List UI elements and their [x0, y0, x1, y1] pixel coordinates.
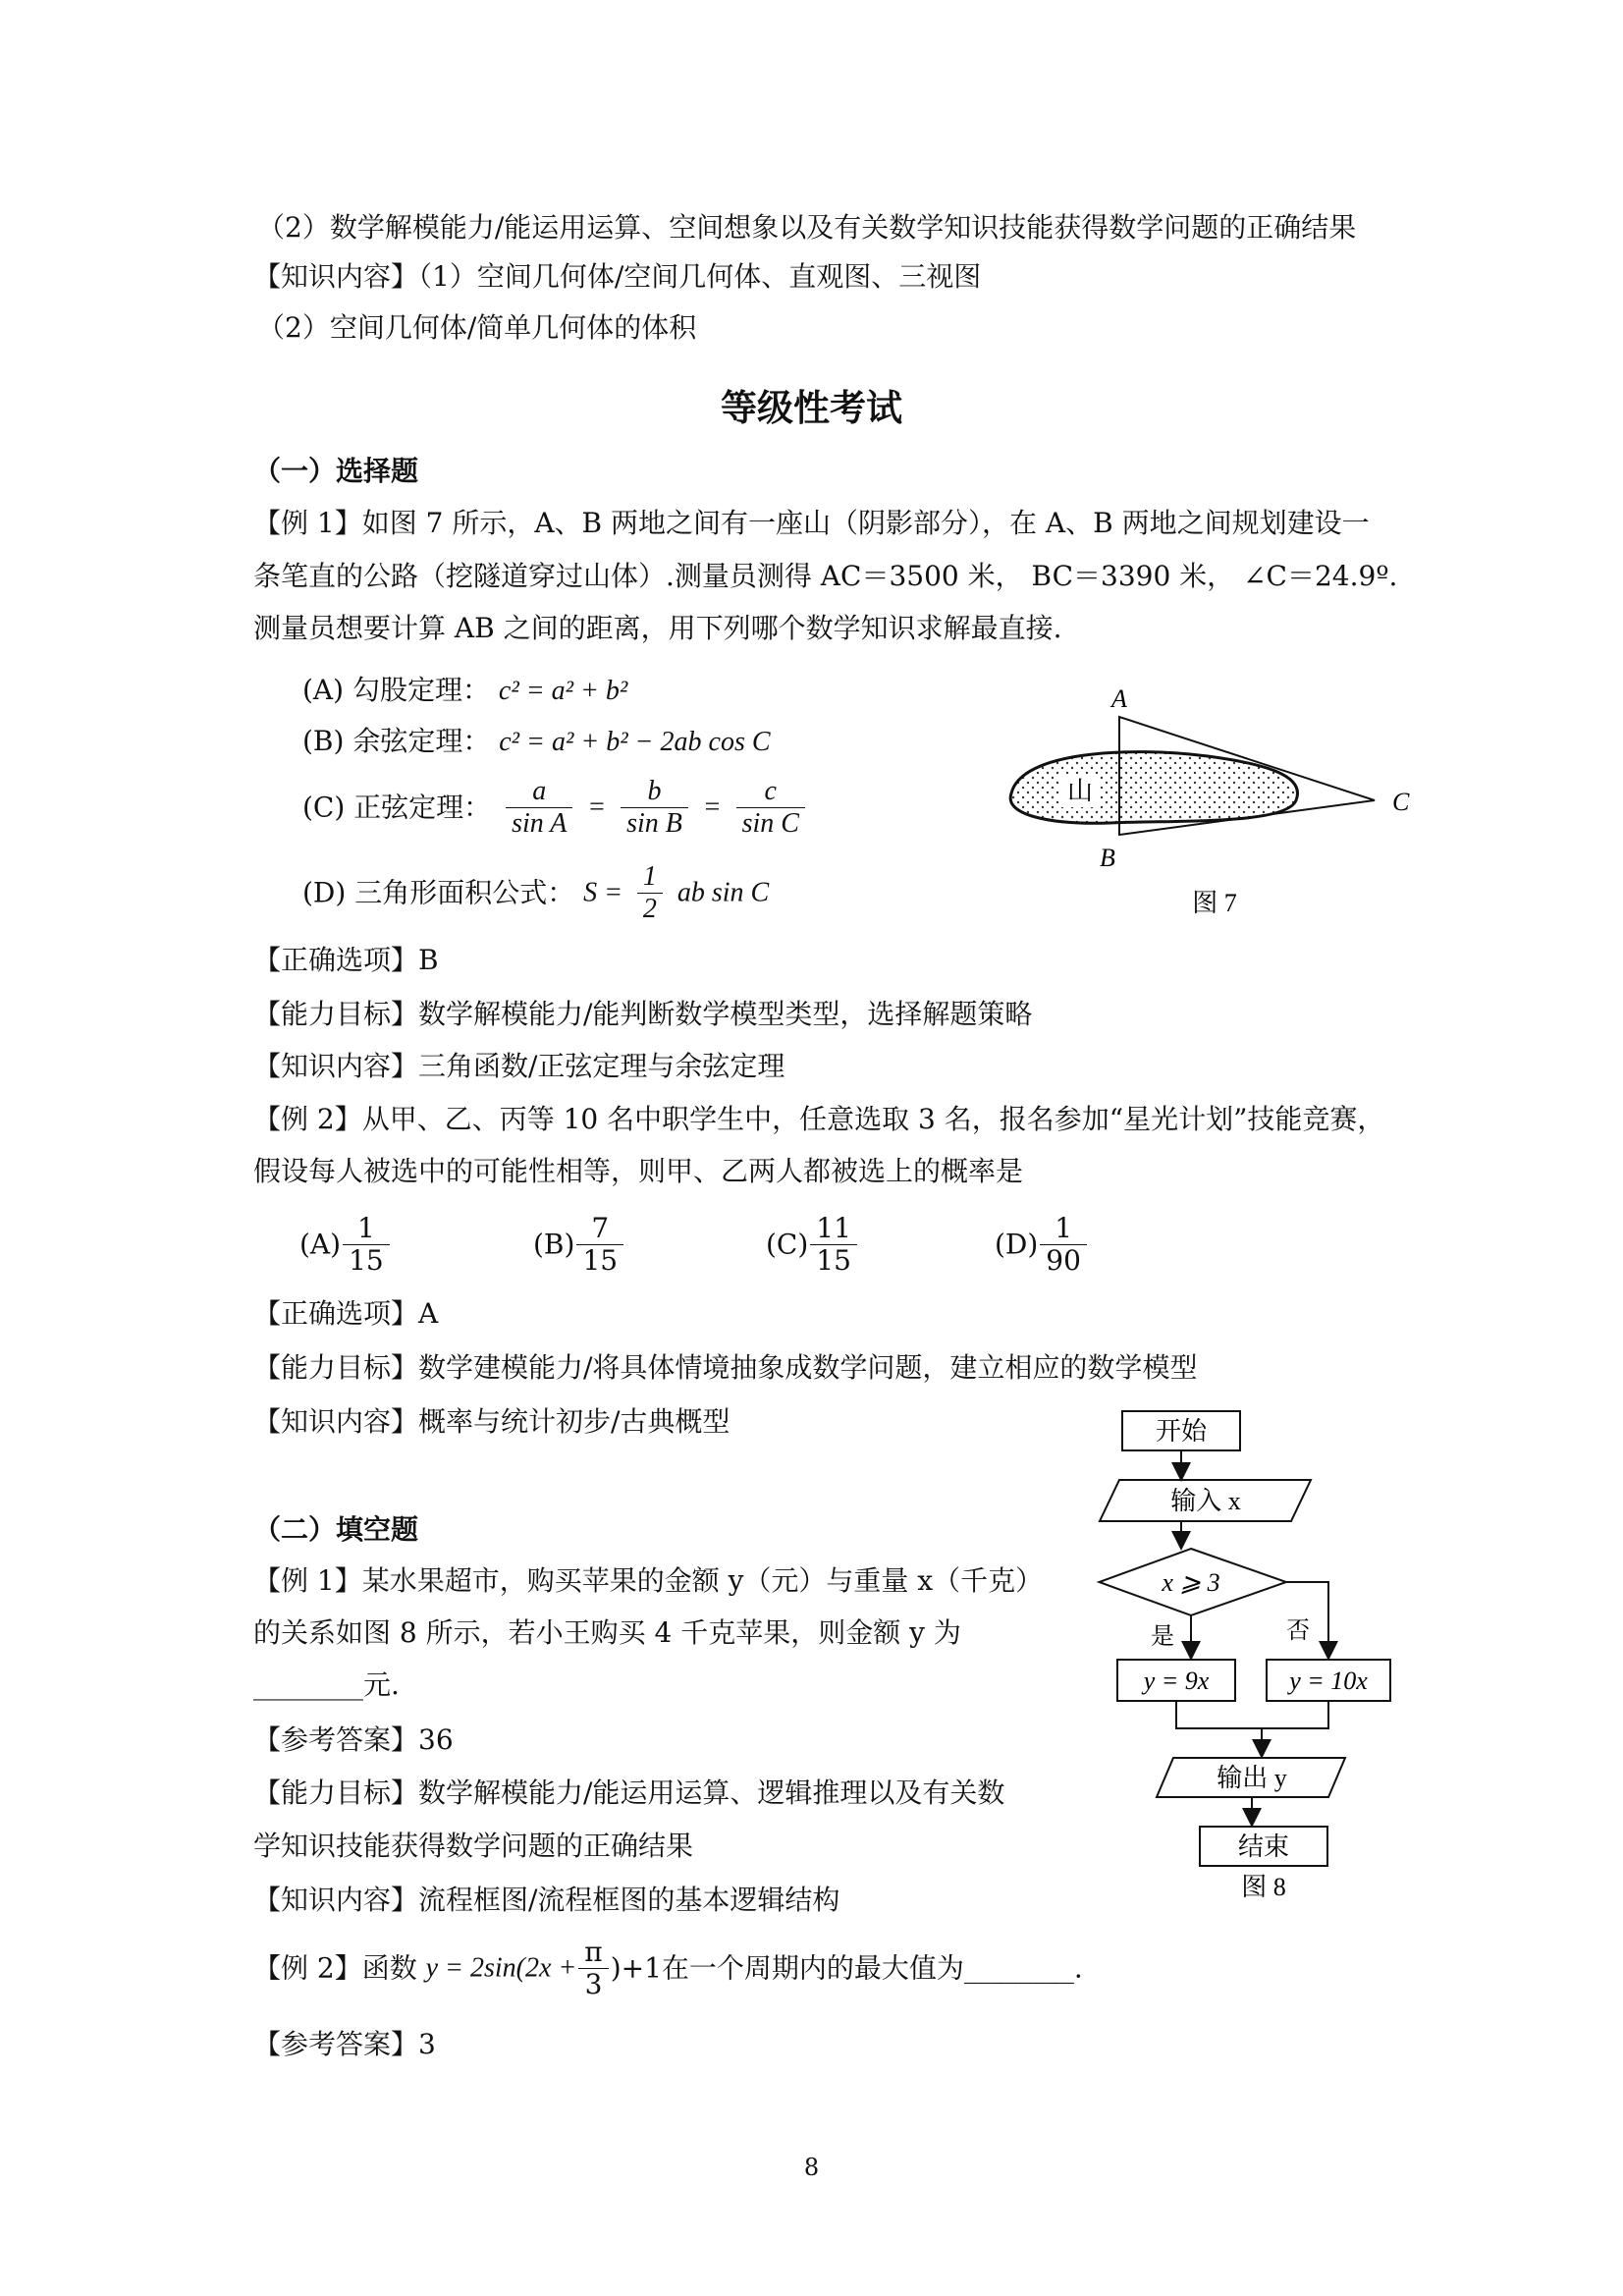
option-b-label: (B) 余弦定理： — [302, 725, 491, 757]
fraction-numerator: 1 — [343, 1213, 390, 1245]
ex2-option-c — [766, 1213, 863, 1277]
ex2-option-c-label: (C) — [766, 1228, 809, 1261]
ex2-option-a-fraction — [343, 1213, 390, 1277]
option-b-formula: c² = a² + b² − 2ab cos C — [499, 727, 771, 757]
option-c — [302, 776, 811, 840]
part1-heading: （一）选择题 — [253, 455, 419, 487]
fill-ex2-prefix: 【例 2】函数 — [253, 1951, 417, 1985]
option-a-formula: c² = a² + b² — [498, 676, 628, 706]
output-label: 输出 y — [1217, 1764, 1287, 1792]
ex2-option-a — [299, 1213, 396, 1277]
no-branch-label: y = 10x — [1289, 1667, 1368, 1695]
option-b — [302, 722, 771, 762]
fraction-numerator: b — [621, 776, 688, 808]
ex1-answer: 【正确选项】B — [253, 944, 439, 976]
yes-branch-label: y = 9x — [1143, 1667, 1210, 1695]
ex2-answer: 【正确选项】A — [253, 1297, 439, 1330]
fill-ex1-line-2: 的关系如图 8 所示，若小王购买 4 千克苹果，则金额 y 为 — [253, 1616, 961, 1649]
option-c-fraction-3 — [736, 776, 805, 840]
yes-label: 是 — [1151, 1624, 1174, 1650]
option-a — [302, 671, 627, 711]
option-d-fraction — [637, 861, 663, 925]
fill-ex2-fraction — [578, 1937, 608, 2000]
fraction-denominator: 2 — [642, 894, 657, 924]
mountain-shape — [1010, 752, 1297, 824]
ex2-option-c-fraction — [810, 1213, 857, 1277]
fraction-denominator: sin A — [512, 808, 568, 839]
fraction-denominator: 90 — [1046, 1244, 1081, 1277]
intro-line-3: （2）空间几何体/简单几何体的体积 — [257, 311, 697, 344]
fill-ex1-answer: 【参考答案】36 — [253, 1723, 454, 1756]
ex2-knowledge: 【知识内容】概率与统计初步/古典概型 — [253, 1405, 730, 1438]
fill-ex2-suffix: 在一个周期内的最大值为________. — [661, 1951, 1083, 1985]
option-d-label: (D) 三角形面积公式： — [302, 876, 575, 909]
option-a-label: (A) 勾股定理： — [302, 674, 490, 706]
option-d — [302, 861, 769, 925]
fraction-numerator: 1 — [1040, 1213, 1087, 1245]
intro-line-2: 【知识内容】（1）空间几何体/空间几何体、直观图、三视图 — [253, 260, 982, 293]
fill-ex1-ability-2: 学知识技能获得数学问题的正确结果 — [253, 1830, 694, 1862]
fill-ex2-answer: 【参考答案】3 — [253, 2028, 436, 2060]
fill-ex2-formula-pre: y = 2sin(2x + — [425, 1952, 577, 1984]
fraction-denominator: 15 — [349, 1244, 384, 1277]
ex2-line-1: 【例 2】从甲、乙、丙等 10 名中职学生中，任意选取 3 名，报名参加“星光计划”技能竞赛， — [253, 1103, 1385, 1135]
ex2-ability: 【能力目标】数学建模能力/将具体情境抽象成数学问题，建立相应的数学模型 — [253, 1351, 1198, 1384]
option-d-rhs: ab sin C — [676, 877, 770, 908]
fraction-denominator: sin B — [626, 808, 682, 839]
option-c-fraction-2 — [621, 776, 688, 840]
ex2-option-b-label: (B) — [533, 1228, 575, 1261]
ex1-line-2: 条笔直的公路（挖隧道穿过山体）.测量员测得 AC＝3500 米， BC＝3390 米， ∠C＝24.9º. — [253, 560, 1398, 592]
mountain-label: 山 — [1066, 777, 1094, 805]
part2-heading: （二）填空题 — [253, 1513, 419, 1546]
fraction-numerator: 11 — [810, 1213, 857, 1245]
figure-8-caption: 图 8 — [1241, 1873, 1286, 1901]
equals-sign: = — [702, 792, 722, 823]
fraction-denominator: 15 — [582, 1244, 619, 1277]
fraction-denominator: 15 — [816, 1244, 851, 1277]
fraction-numerator: c — [736, 776, 805, 808]
ex2-line-2: 假设每人被选中的可能性相等，则甲、乙两人都被选上的概率是 — [253, 1155, 1024, 1187]
ex2-option-d — [995, 1213, 1093, 1277]
condition-label: x ⩾ 3 — [1162, 1568, 1220, 1597]
section-title: 等级性考试 — [721, 387, 902, 429]
option-d-lhs: S = — [583, 877, 623, 908]
start-label: 开始 — [1155, 1417, 1208, 1446]
ex2-option-d-label: (D) — [995, 1228, 1039, 1261]
intro-line-1: （2）数学解模能力/能运用运算、空间想象以及有关数学知识技能获得数学问题的正确结果 — [257, 211, 1357, 244]
figure-7-caption: 图 7 — [1192, 889, 1237, 917]
figure-7 — [982, 678, 1434, 933]
point-a-label: A — [1111, 684, 1127, 713]
fraction-numerator: π — [578, 1937, 608, 1969]
fill-ex1-line-3: ________元. — [253, 1668, 400, 1701]
fill-ex1-knowledge: 【知识内容】流程框图/流程框图的基本逻辑结构 — [253, 1884, 840, 1916]
fill-ex2-question — [253, 1937, 1083, 2000]
figure-8-flowchart — [1090, 1399, 1414, 1920]
ex1-ability: 【能力目标】数学解模能力/能判断数学模型类型，选择解题策略 — [253, 998, 1033, 1030]
input-label: 输入 x — [1170, 1487, 1241, 1515]
page-number: 8 — [803, 2154, 820, 2181]
fraction-numerator: 1 — [637, 861, 663, 894]
ex1-line-1: 【例 1】如图 7 所示，A、B 两地之间有一座山（阴影部分），在 A、B 两地之间规划建设一 — [253, 507, 1370, 539]
option-c-label: (C) 正弦定理： — [302, 791, 492, 824]
option-c-fraction-1 — [506, 776, 572, 840]
point-b-label: B — [1100, 844, 1115, 872]
fraction-numerator: 7 — [576, 1213, 623, 1245]
point-c-label: C — [1392, 788, 1410, 816]
equals-sign: = — [587, 792, 607, 823]
ex2-option-a-label: (A) — [299, 1228, 342, 1261]
fraction-numerator: a — [506, 776, 572, 808]
fraction-denominator: sin C — [741, 808, 799, 839]
merge-line — [1176, 1701, 1328, 1728]
ex1-line-3: 测量员想要计算 AB 之间的距离，用下列哪个数学知识求解最直接. — [253, 612, 1062, 644]
fill-ex2-formula-post: )+1 — [610, 1951, 662, 1985]
fill-ex1-line-1: 【例 1】某水果超市，购买苹果的金额 y（元）与重量 x（千克） — [253, 1564, 1044, 1597]
ex2-option-b-fraction — [576, 1213, 623, 1277]
ex2-option-b — [533, 1213, 629, 1277]
ex1-knowledge: 【知识内容】三角函数/正弦定理与余弦定理 — [253, 1050, 785, 1082]
ex2-option-d-fraction — [1040, 1213, 1087, 1277]
fraction-denominator: 3 — [584, 1968, 603, 2000]
end-label: 结束 — [1237, 1832, 1290, 1861]
fill-ex1-ability-1: 【能力目标】数学解模能力/能运用运算、逻辑推理以及有关数 — [253, 1777, 1005, 1809]
no-label: 否 — [1286, 1618, 1310, 1644]
